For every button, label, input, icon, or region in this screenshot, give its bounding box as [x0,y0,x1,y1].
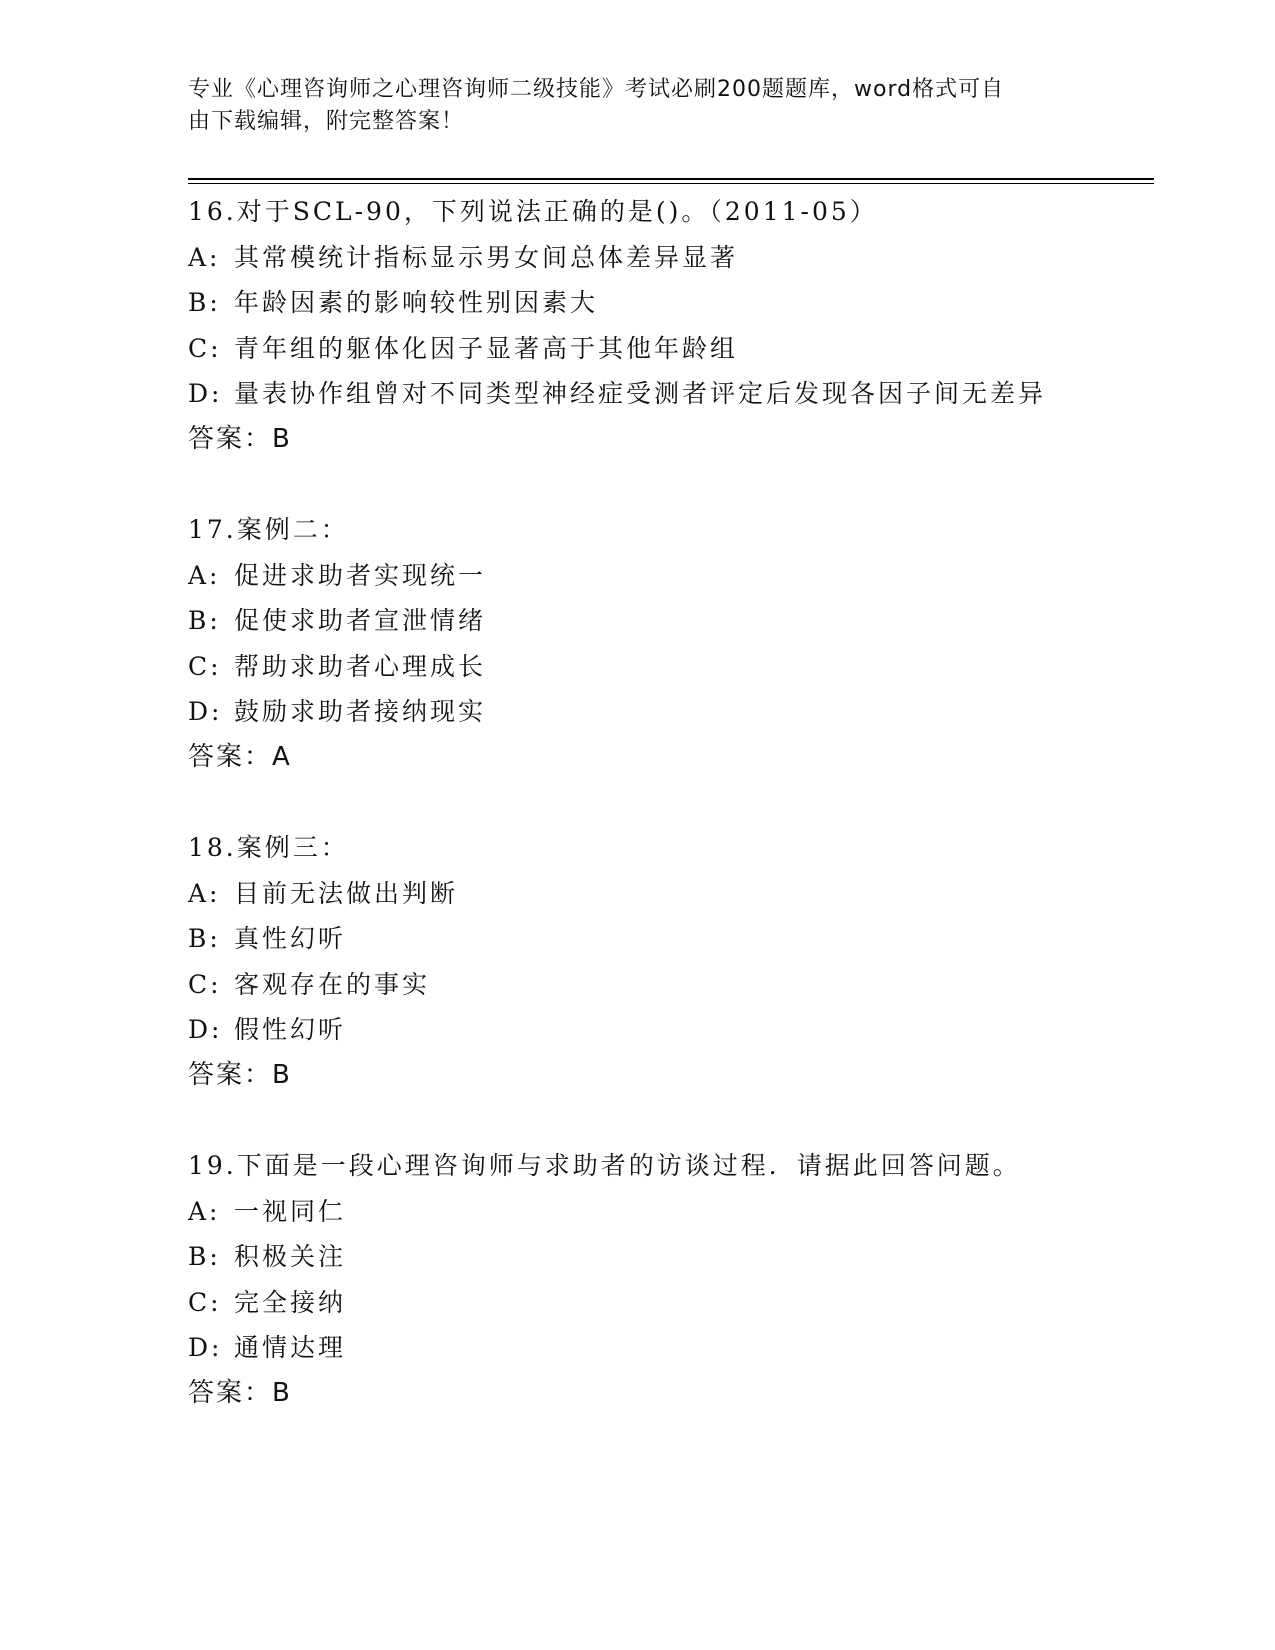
option-text: 其常模统计指标显示男女间总体差异显著 [234,242,739,272]
option-label: B: [188,1242,221,1271]
option-text: 真性幻听 [234,924,347,953]
option-a [188,235,1154,281]
option-label: C: [188,333,222,363]
header-line-2: 由下载编辑，附完整答案！ [188,109,465,134]
option-b [188,916,1154,962]
option-label: A: [188,878,221,908]
option-label: A: [188,1196,221,1226]
answer: 答案：B [188,1377,292,1408]
option-text: 促进求助者实现统一 [234,560,487,590]
option-label: D: [188,1333,223,1362]
option-text: 帮助求助者心理成长 [234,651,487,681]
question-stem: 16.对于SCL-90，下列说法正确的是()。（2011-05） [188,197,878,226]
option-label: D: [188,1015,223,1044]
option-c [188,1280,1154,1326]
question-stem: 18.案例三： [188,833,349,862]
answer: 答案：B [188,1059,292,1090]
option-a [188,1189,1154,1235]
option-text: 客观存在的事实 [234,969,431,999]
question-list [188,189,1154,1416]
question-stem: 17.案例二： [188,515,349,544]
answer: 答案：A [188,741,292,772]
option-a [188,553,1154,599]
question-18 [188,825,1154,1098]
option-label: B: [188,606,221,635]
option-c [188,326,1154,372]
option-text: 假性幻听 [234,1015,347,1044]
option-d [188,1007,1154,1053]
question-stem: 19.下面是一段心理咨询师与求助者的访谈过程．请据此回答问题。 [188,1151,1021,1180]
option-text: 促使求助者宣泄情绪 [234,606,487,635]
option-text: 青年组的躯体化因子显著高于其他年龄组 [234,333,739,363]
header-line-1: 专业《心理咨询师之心理咨询师二级技能》考试必刷200题题库，word格式可自 [188,77,1005,102]
option-a [188,871,1154,917]
option-text: 完全接纳 [234,1287,347,1317]
option-label: C: [188,1287,222,1317]
option-text: 量表协作组曾对不同类型神经症受测者评定后发现各因子间无差异 [234,379,1047,408]
option-b [188,280,1154,326]
option-b [188,1234,1154,1280]
option-label: A: [188,560,221,590]
option-c [188,644,1154,690]
option-text: 年龄因素的影响较性别因素大 [234,288,599,317]
option-label: B: [188,924,221,953]
option-label: A: [188,242,221,272]
option-text: 通情达理 [234,1333,347,1362]
option-c [188,962,1154,1008]
option-label: D: [188,379,223,408]
header-divider-thick [188,178,1154,180]
option-label: B: [188,288,221,317]
question-19 [188,1143,1154,1416]
option-b [188,598,1154,644]
option-d [188,1325,1154,1371]
option-text: 目前无法做出判断 [234,878,459,908]
option-text: 一视同仁 [234,1196,347,1226]
option-d [188,689,1154,735]
document-header [188,74,1078,138]
header-divider-thin [188,183,1154,184]
option-text: 积极关注 [234,1242,347,1271]
answer: 答案：B [188,423,292,454]
question-17 [188,507,1154,780]
option-label: C: [188,969,222,999]
option-d [188,371,1154,417]
option-label: C: [188,651,222,681]
option-label: D: [188,697,223,726]
question-16 [188,189,1154,462]
option-text: 鼓励求助者接纳现实 [234,697,487,726]
